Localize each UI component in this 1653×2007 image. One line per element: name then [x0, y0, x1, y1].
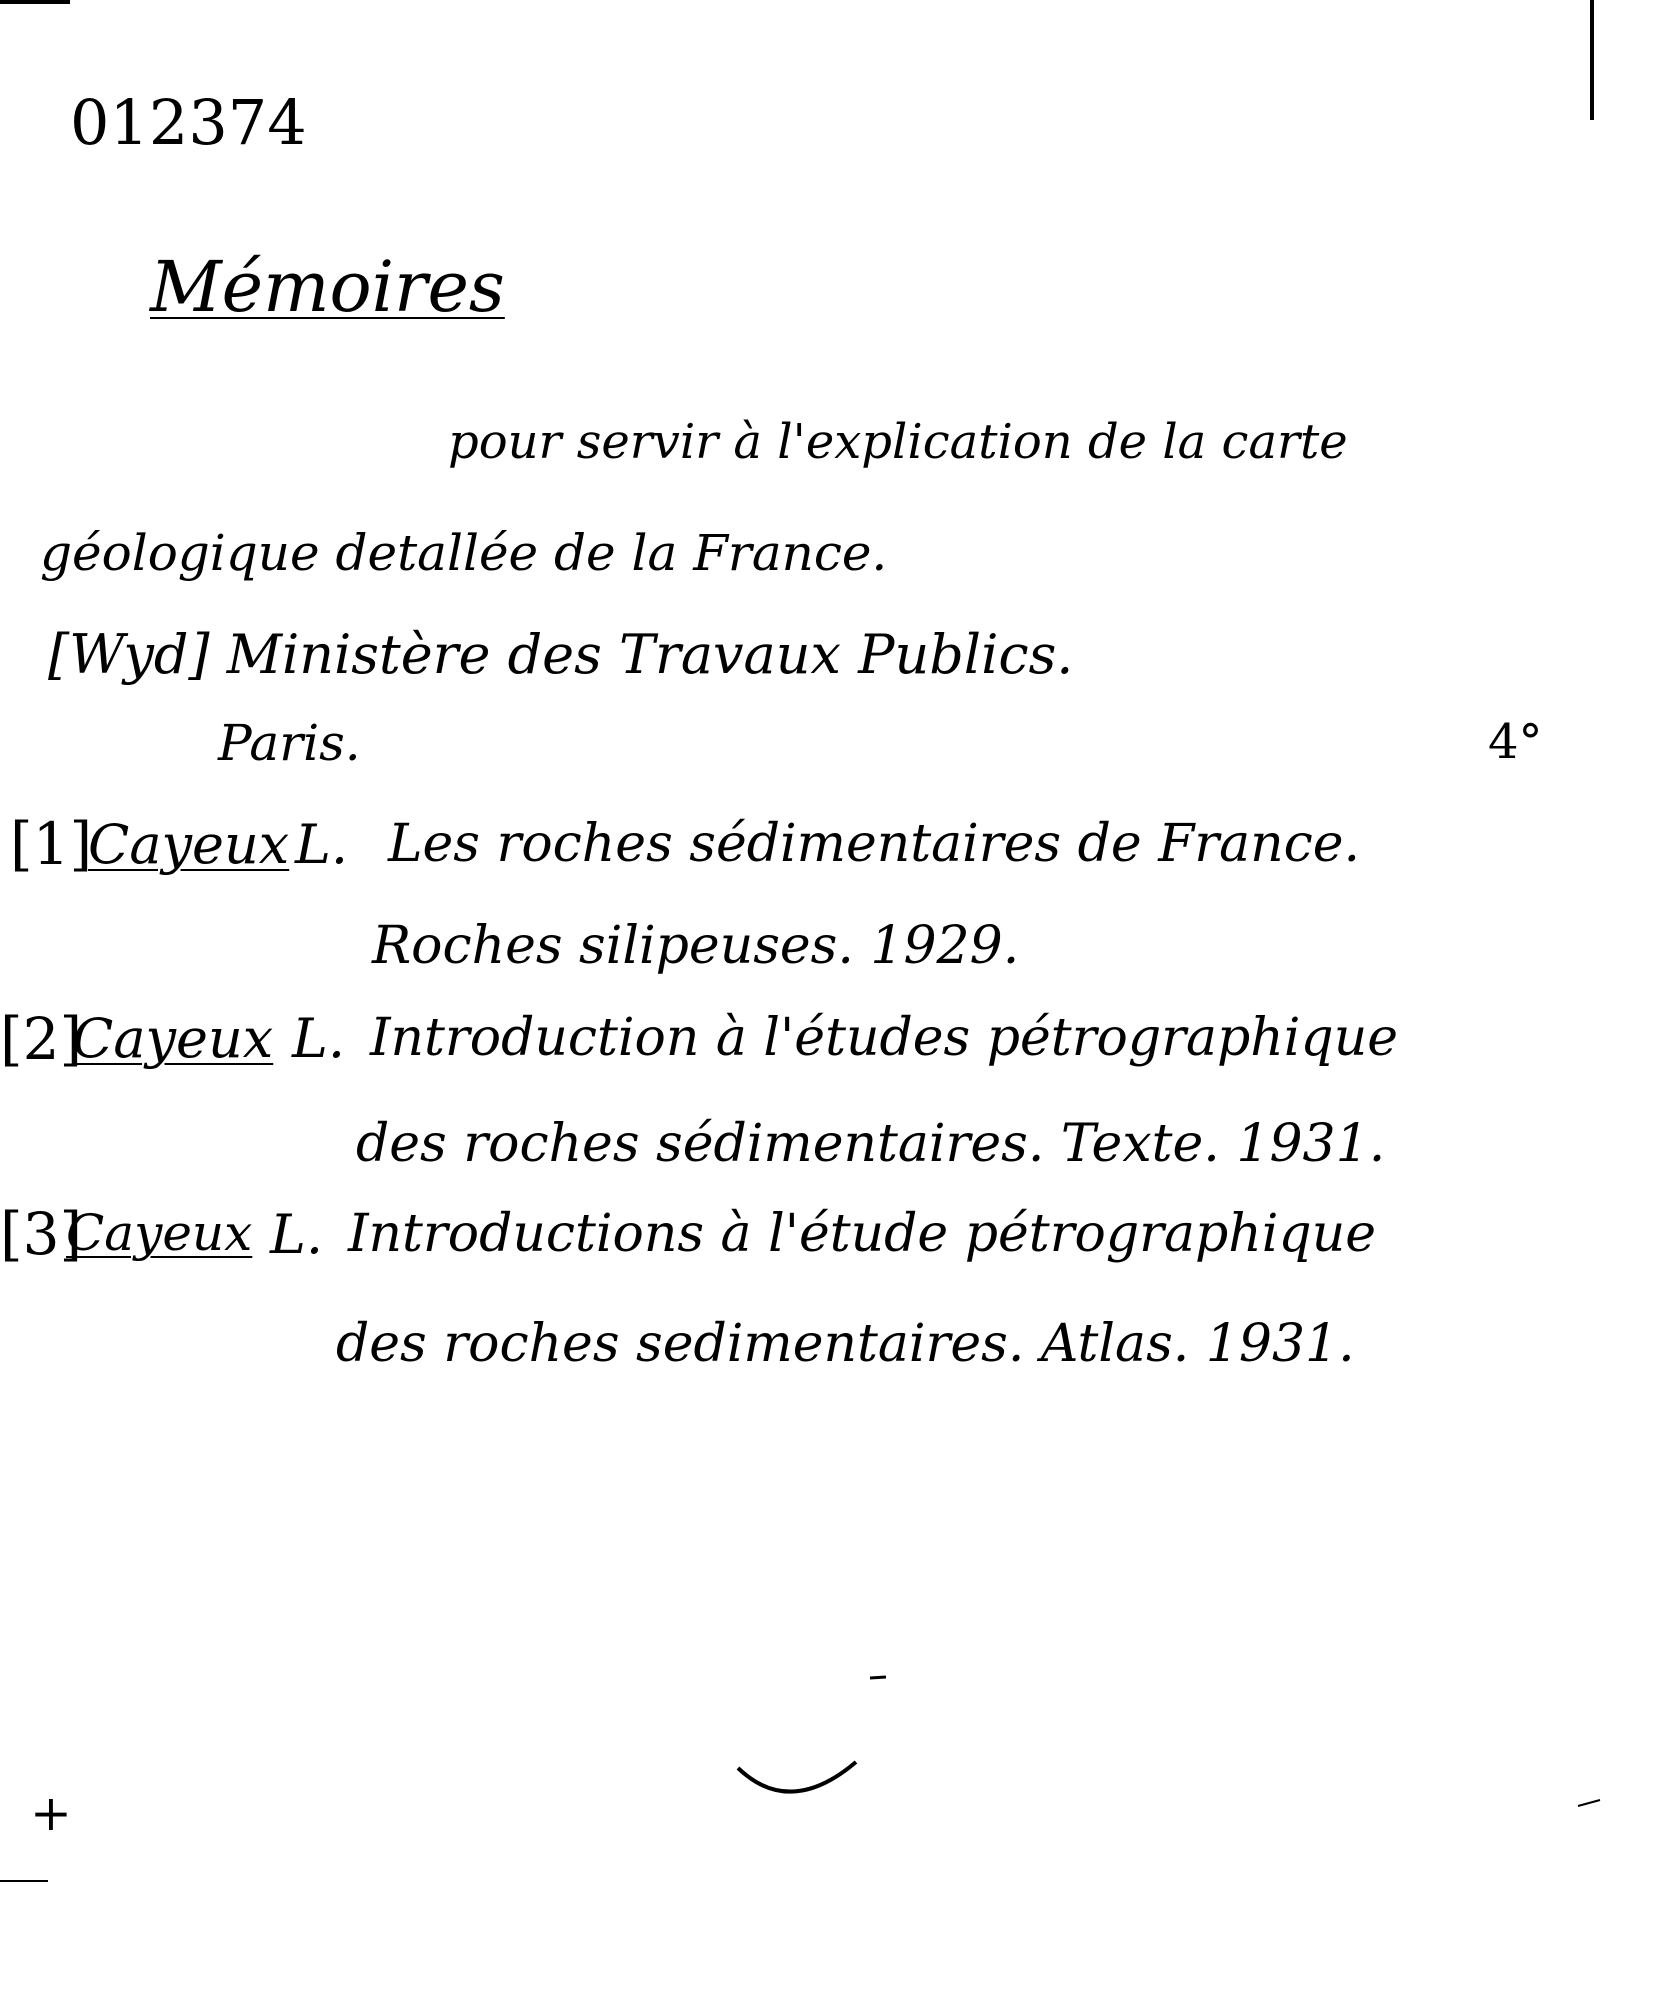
title-line-1: pour servir à l'explication de la carte — [448, 414, 1348, 470]
place: Paris. — [218, 714, 361, 772]
entry-continuation: Roches silipeuses. 1929. — [372, 916, 1020, 976]
publisher-line: [Wyd] Ministère des Travaux Publics. — [48, 623, 1074, 686]
entry-index: [2] — [0, 1005, 83, 1073]
stray-tick — [1578, 1800, 1600, 1806]
entry-author: Cayeux — [66, 1204, 253, 1262]
entry-initial: L. — [292, 1007, 346, 1070]
entry-author: Cayeux — [88, 813, 290, 876]
entry-title: Les roches sédimentaires de France. — [388, 814, 1361, 874]
format: 4° — [1488, 714, 1543, 770]
entry-continuation: des roches sedimentaires. Atlas. 1931. — [336, 1314, 1355, 1374]
stray-curve — [738, 1762, 856, 1792]
entry-title: Introduction à l'études pétrographique — [370, 1008, 1398, 1068]
entry-initial: L. — [270, 1203, 324, 1266]
entry-index: [3] — [0, 1200, 83, 1268]
entry-continuation: des roches sédimentaires. Texte. 1931. — [356, 1114, 1386, 1174]
corner-mark: + — [30, 1784, 72, 1842]
bottom-left-scan-edge — [0, 1880, 48, 1882]
entry-initial: L. — [295, 813, 349, 876]
entry-index: [1] — [10, 810, 93, 878]
entry-title: Introductions à l'étude pétrographique — [348, 1204, 1376, 1264]
entry-author: Cayeux — [72, 1007, 274, 1070]
top-left-scan-edge — [0, 0, 70, 4]
card-number: 012374 — [70, 86, 307, 159]
top-right-scan-edge — [1590, 0, 1594, 120]
title-line-2: géologique detallée de la France. — [40, 524, 888, 582]
stray-dash — [870, 1677, 886, 1678]
heading: Mémoires — [150, 246, 505, 328]
